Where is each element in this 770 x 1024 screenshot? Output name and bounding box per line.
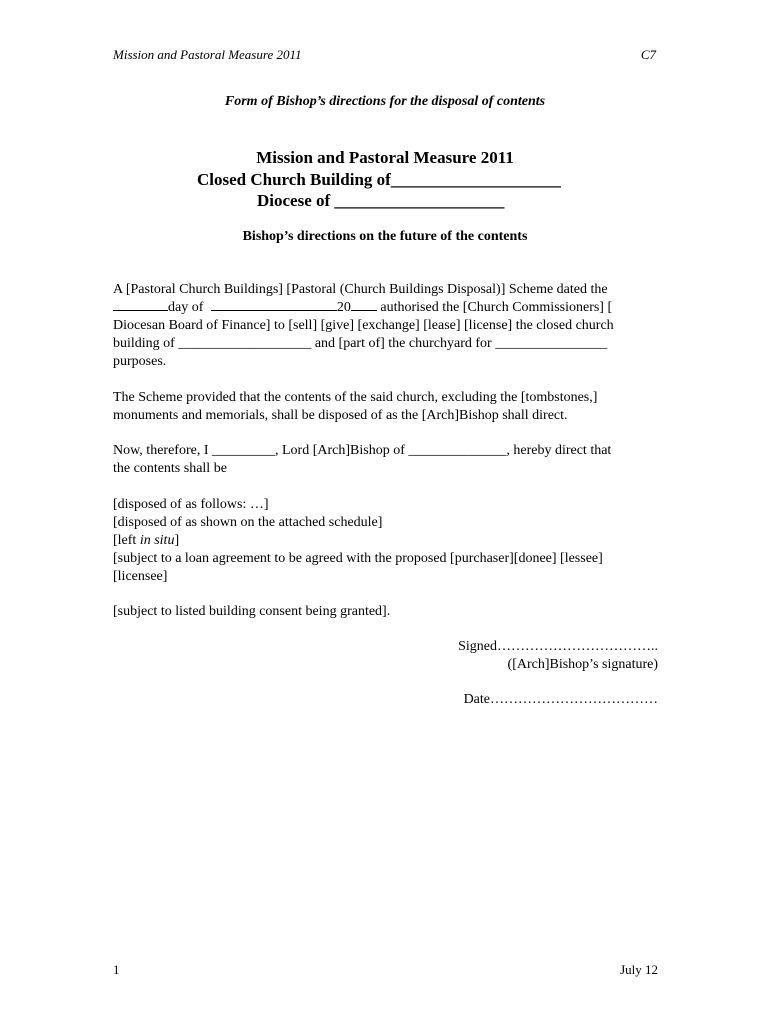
- page-number: 1: [113, 962, 120, 977]
- direction-paragraph: [113, 442, 659, 478]
- direction-line-1: Now, therefore, I _________, Lord [Arch]Bishop of ______________, hereby direct that: [113, 443, 612, 458]
- signature-caption: ([Arch]Bishop’s signature): [507, 657, 658, 672]
- running-header-code: C7: [640, 47, 656, 62]
- contents-line-2: monuments and memorials, shall be disposed of as the [Arch]Bishop shall direct.: [113, 408, 568, 423]
- disposal-options: [113, 496, 659, 586]
- month-blank: [211, 300, 337, 311]
- contents-paragraph: [113, 389, 659, 425]
- section-subtitle: Bishop’s directions on the future of the contents: [242, 229, 528, 244]
- option-licensee: [licensee]: [113, 569, 168, 584]
- document-title: Mission and Pastoral Measure 2011: [256, 148, 514, 167]
- scheme-line-4: building of ___________________ and [part of] the churchyard for ________________: [113, 336, 608, 351]
- day-blank: [113, 300, 168, 311]
- day-of-label: day of: [168, 300, 204, 315]
- footer-date: July 12: [620, 962, 658, 977]
- diocese-line: Diocese of ____________________: [257, 191, 505, 210]
- option-follows: [disposed of as follows: …]: [113, 497, 269, 512]
- closed-church-building-line: Closed Church Building of____________________: [197, 170, 561, 189]
- scheme-line-5: purposes.: [113, 354, 167, 369]
- consent-paragraph: [subject to listed building consent being granted].: [113, 604, 391, 619]
- option-loan: [subject to a loan agreement to be agreed with the proposed [purchaser][donee] [lessee]: [113, 551, 603, 566]
- year-blank: [351, 300, 377, 311]
- scheme-paragraph: [113, 281, 659, 371]
- direction-line-2: the contents shall be: [113, 461, 227, 476]
- signed-line: Signed……………………………..: [458, 639, 658, 654]
- contents-line-1: The Scheme provided that the contents of the said church, excluding the [tombstones,]: [113, 390, 598, 405]
- date-line: Date………………………………: [463, 692, 658, 707]
- year-prefix: 20: [336, 300, 351, 315]
- option-in-situ: [left in situ]: [113, 533, 180, 548]
- authorised-text: authorised the [Church Commissioners] [: [380, 300, 613, 315]
- signature-block: [458, 638, 658, 674]
- scheme-line-3: Diocesan Board of Finance] to [sell] [give] [exchange] [lease] [license] the closed church: [113, 318, 614, 333]
- form-title: Form of Bishop’s directions for the disposal of contents: [224, 94, 546, 109]
- running-header-title: Mission and Pastoral Measure 2011: [113, 47, 302, 62]
- option-schedule: [disposed of as shown on the attached schedule]: [113, 515, 383, 530]
- scheme-line-2: [113, 299, 659, 317]
- scheme-line-1: A [Pastoral Church Buildings] [Pastoral (Church Buildings Disposal)] Scheme dated the: [113, 282, 608, 297]
